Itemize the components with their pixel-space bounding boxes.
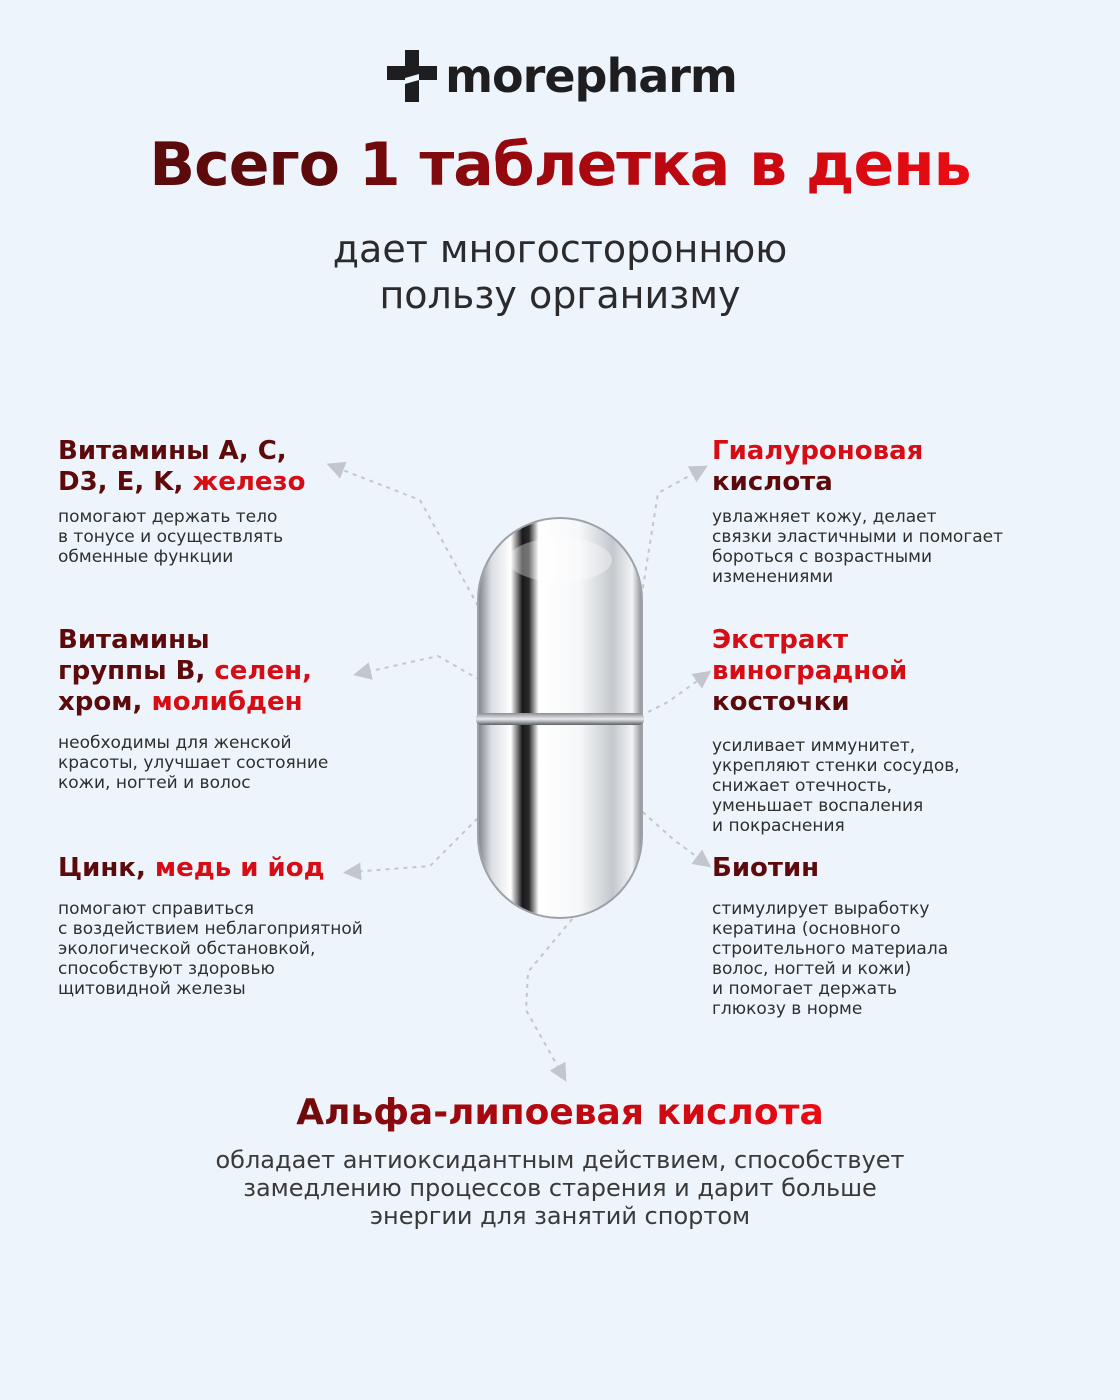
benefit-title-line: косточки [712,687,850,717]
subheadline-line1: дает многостороннюю [332,227,788,271]
benefit-grape-seed [712,625,960,836]
benefit-description [712,507,1003,587]
desc-line: увлажняет кожу, делает [712,507,937,527]
benefit-biotin [712,853,948,1019]
benefit-title-part: Цинк, [58,853,155,883]
desc-line: экологической обстановкой, [58,939,316,959]
benefit-title-accent: виноградной [712,656,908,686]
benefit-description [58,507,306,567]
desc-line: строительного материала [712,939,949,959]
desc-line: энергии для занятий спортом [369,1202,751,1230]
desc-line: глюкозу в норме [712,999,863,1019]
desc-line: способствуют здоровью [58,959,275,979]
desc-line: изменениями [712,567,834,587]
desc-line: стимулирует выработку [712,899,930,919]
desc-line: красоты, улучшает состояние [58,753,329,773]
subheadline-line2: пользу организму [379,273,741,317]
benefit-title [712,436,1003,498]
benefit-title [58,853,363,884]
desc-line: укрепляют стенки сосудов, [712,756,960,776]
benefit-title-accent: медь и йод [154,853,325,883]
benefit-title-line: Витамины А, С, [58,436,287,466]
benefit-description [58,899,363,999]
benefit-title-line: Витамины [58,625,210,655]
desc-line: и покраснения [712,816,845,836]
benefit-description [712,899,948,1019]
headline-part1: Всего [149,130,359,200]
brand-name: morepharm [445,49,737,103]
benefit-title [58,625,328,718]
headline-part2: 1 таблетка в день [358,130,971,200]
benefit-hyaluronic [712,436,1003,587]
benefit-title-accent: селен, [214,656,312,686]
desc-line: замедлению процессов старения и дарит больше [243,1174,877,1202]
capsule-band [476,713,644,725]
benefit-title-line [58,656,328,687]
desc-line: бороться с возрастными [712,547,933,567]
desc-line: в тонусе и осуществлять [58,527,284,547]
benefit-title-part: D3, E, K, [58,467,193,497]
desc-line: щитовидной железы [58,979,246,999]
benefit-title: Биотин [712,853,820,883]
desc-line: и помогает держать [712,979,897,999]
benefit-title-part: группы B, [58,656,215,686]
benefit-title [712,625,960,718]
benefit-title [58,436,306,498]
benefit-zinc [58,853,363,999]
benefit-title-accent: железо [192,467,306,497]
desc-line: уменьшает воспаления [712,796,924,816]
desc-line: снижает отечность, [712,776,893,796]
benefit-vitamins-a [58,436,306,567]
desc-line: помогают держать тело [58,507,278,527]
benefit-vitamins-b [58,625,328,793]
benefit-title-line: кислота [712,467,833,497]
benefit-description [712,736,960,836]
desc-line: кератина (основного [712,919,901,939]
benefit-description [58,733,328,793]
benefit-title-accent: Экстракт [712,625,849,655]
desc-line: волос, ногтей и кожи) [712,959,912,979]
desc-line: кожи, ногтей и волос [58,773,251,793]
desc-line: помогают справиться [58,899,254,919]
desc-line: необходимы для женской [58,733,292,753]
benefit-title-line [58,467,306,498]
desc-line: усиливает иммунитет, [712,736,916,756]
benefit-title: Альфа-липоевая кислота [296,1092,824,1133]
benefit-title-part: хром, [58,687,152,717]
desc-line: связки эластичными и помогает [712,527,1004,547]
benefit-title-accent: Гиалуроновая [712,436,924,466]
benefit-alpha-lipoic [0,1092,1120,1230]
desc-line: обменные функции [58,547,234,567]
desc-line: обладает антиоксидантным действием, способствует [215,1146,905,1174]
benefit-description [0,1146,1120,1230]
desc-line: с воздействием неблагоприятной [58,919,363,939]
benefit-title-accent: молибден [151,687,303,717]
benefit-title-line [58,687,328,718]
